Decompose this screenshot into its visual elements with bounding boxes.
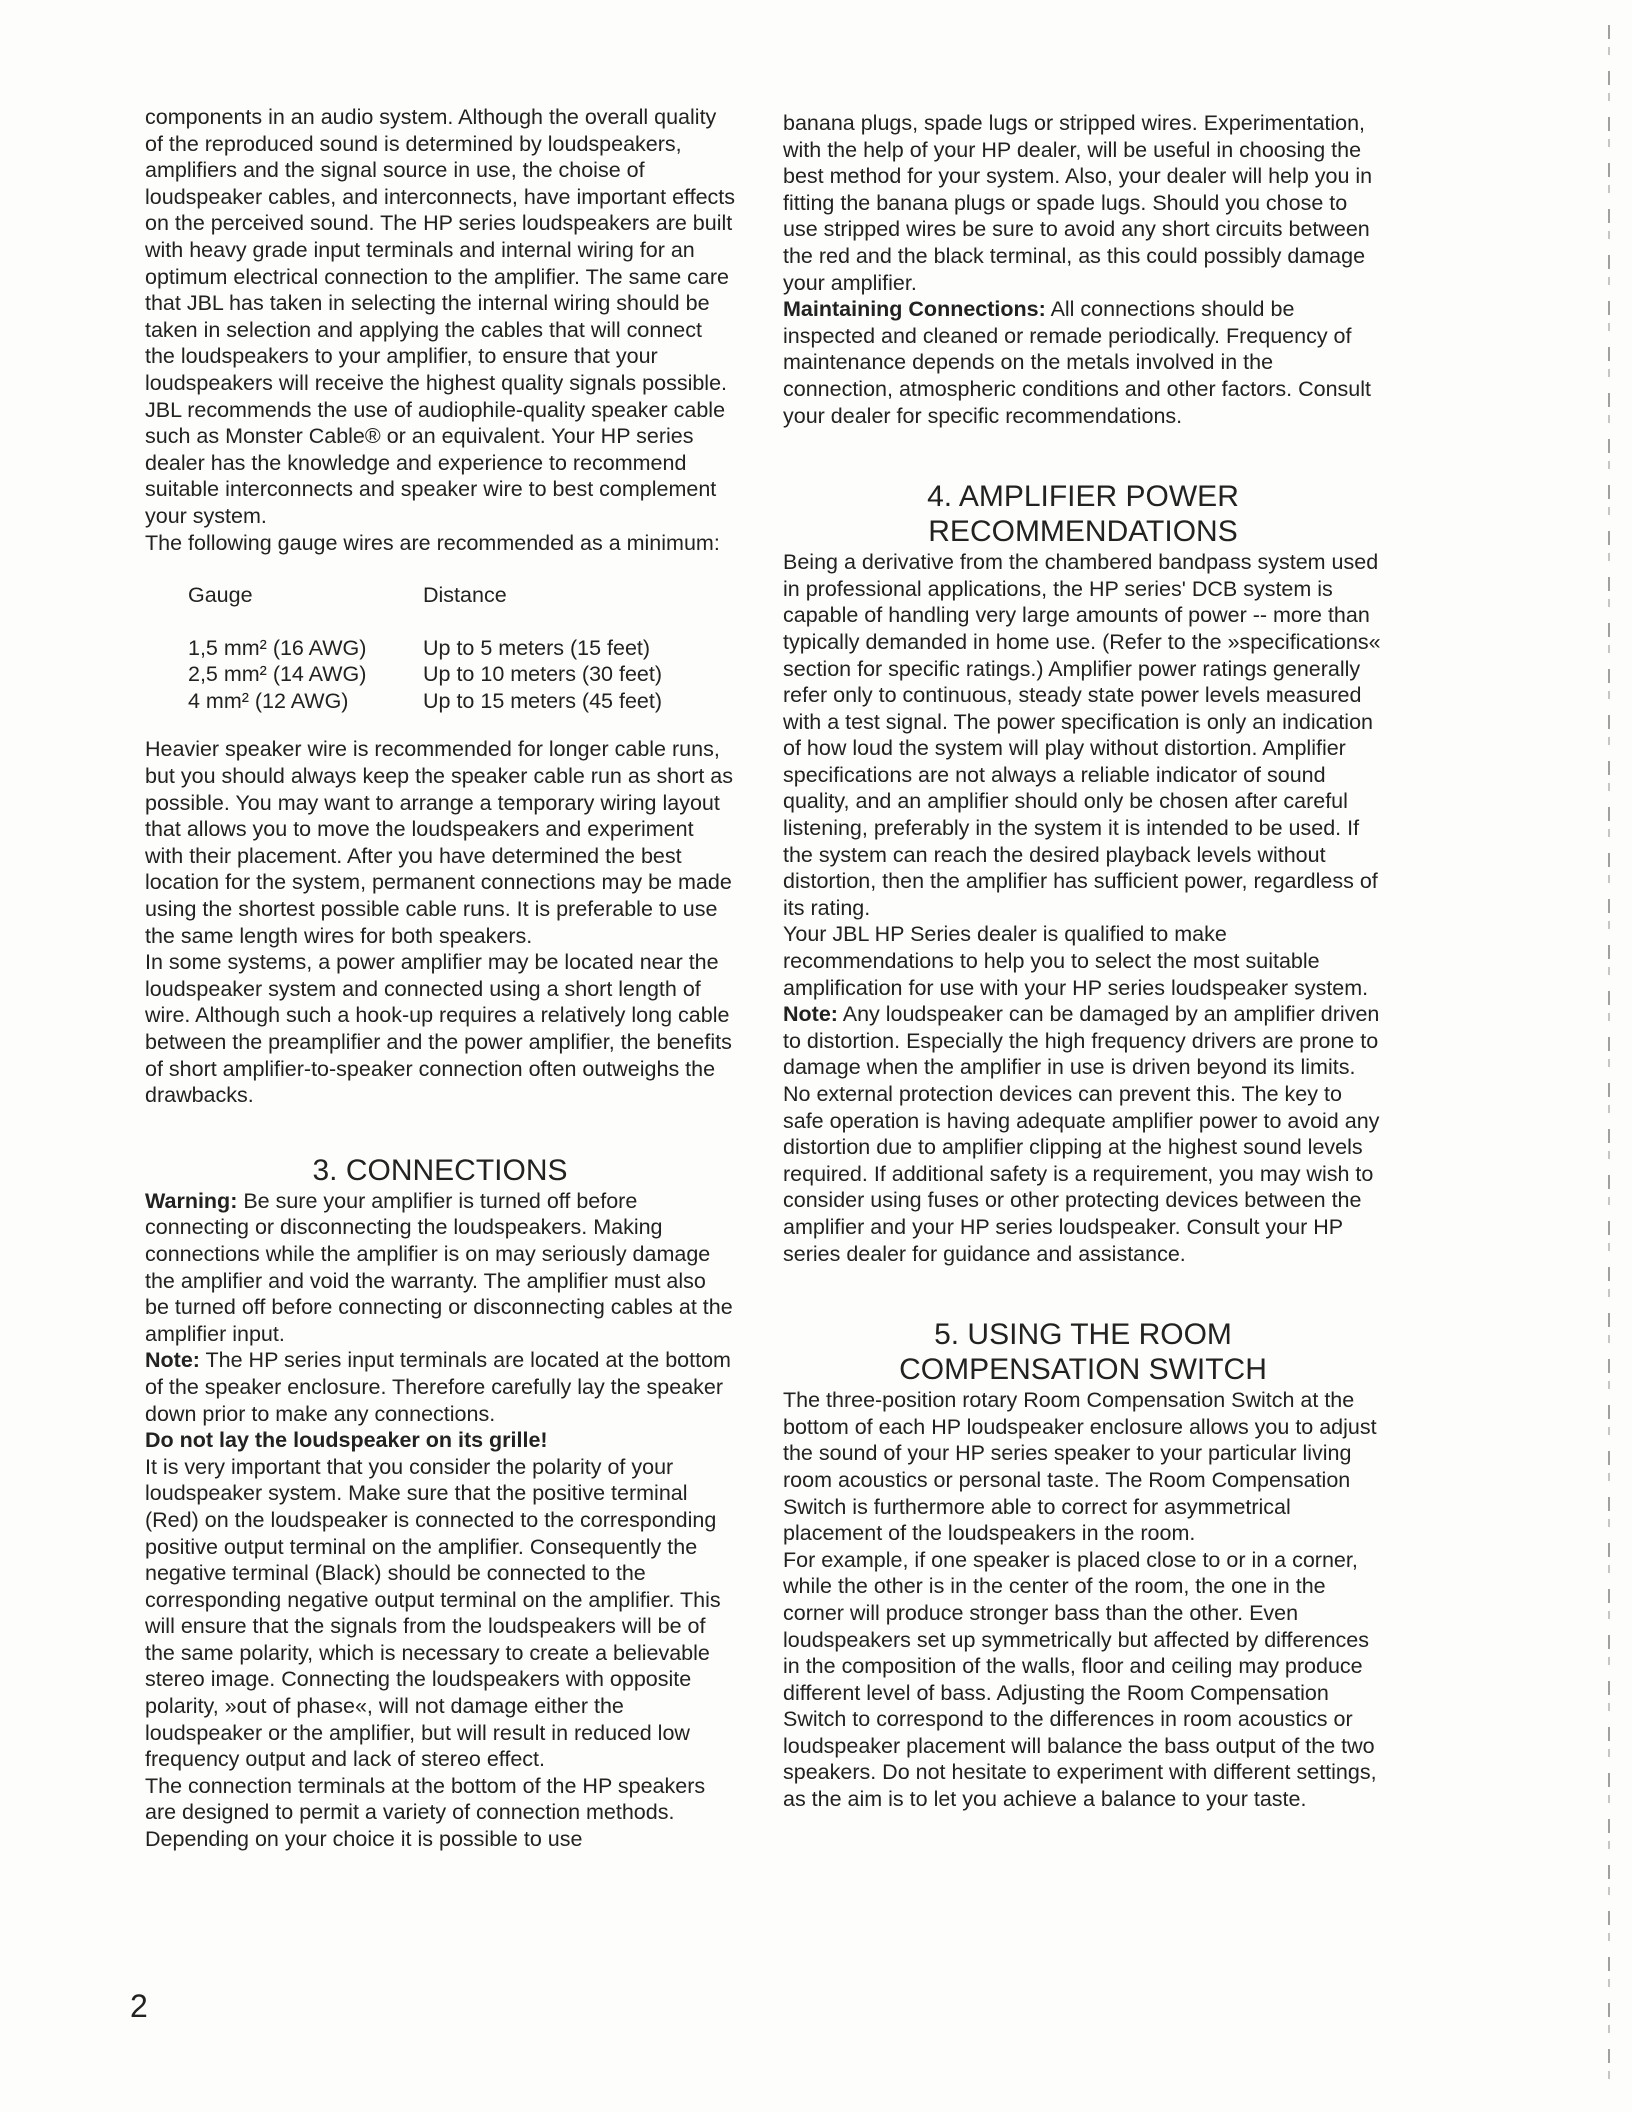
room-heading-line2: COMPENSATION SWITCH	[899, 1353, 1267, 1387]
grille-warning: Do not lay the loudspeaker on its grille!	[145, 1428, 548, 1453]
gauge-table-header	[188, 582, 662, 635]
polarity-paragraph: It is very important that you consider the polarity of your loudspeaker system. Make sure that the positive terminal (Red) on the loudspeaker is connected to the corresponding positive output terminal on the amplifier. Consequently the negative terminal (Black) should be connected to the corresponding negative output terminal on the amplifier. This will ensure that the signals from the loudspeakers will be of the same polarity, which is necessary to create a believable stereo image. Connecting the loudspeakers with opposite polarity, »out of phase«, will not damage either the loudspeaker or the amplifier, but will result in reduced low frequency output and lack of stereo effect.	[145, 1454, 721, 1772]
heavier-wire-paragraph: Heavier speaker wire is recommended for longer cable runs, but you should always keep the speaker cable run as short as possible. You may want to arrange a temporary wiring layout that allows you to move the loudspeakers and experiment with their placement. After you have determined the best location for the system, permanent connections may be made using the shortest possible cable runs. It is preferable to use the same length wires for both speakers.	[145, 737, 734, 948]
room-heading-line1: 5. USING THE ROOM	[934, 1318, 1232, 1352]
note-paragraph	[145, 1347, 735, 1427]
amp-note-paragraph	[783, 1001, 1383, 1267]
maintaining-label: Maintaining Connections:	[783, 297, 1046, 322]
gauge-cell: 4 mm² (12 AWG)	[188, 688, 349, 713]
room-paragraph-1: The three-position rotary Room Compensation Switch at the bottom of each HP loudspeaker enclosure allows you to adjust the sound of your HP series speaker to your particular living room acoustics or personal taste. The Room Compensation Switch is furthermore able to correct for asymmetrical placement of the loudspeakers in the room.	[783, 1388, 1377, 1546]
amplifier-heading-line2: RECOMMENDATIONS	[928, 515, 1238, 549]
warning-label: Warning:	[145, 1188, 238, 1213]
gauge-cell: 1,5 mm² (16 AWG)	[188, 635, 367, 660]
gauge-cell: 2,5 mm² (14 AWG)	[188, 662, 367, 687]
maintaining-text: All connections should be inspected and cleaned or remade periodically. Frequency of maintenance depends on the metals involved in the connection, atmospheric conditions and other factors. Consult your dealer for specific recommendations.	[783, 297, 1371, 428]
scan-edge	[1608, 25, 1610, 2095]
gauge-header: Gauge	[188, 583, 253, 608]
room-heading	[783, 1317, 1383, 1387]
amp-note-label: Note:	[783, 1002, 838, 1027]
power-amp-paragraph: In some systems, a power amplifier may be located near the loudspeaker system and connected using a short length of wire. Although such a hook-up requires a relatively long cable between the preamplifier and the power amplifier, the benefits of short amplifier-to-speaker connection often outweighs the drawbacks.	[145, 950, 732, 1108]
terminals-paragraph: The connection terminals at the bottom of the HP speakers are designed to permit a variety of connection methods. Depending on your choice it is possible to use	[145, 1773, 706, 1852]
gauge-intro: The following gauge wires are recommended as a minimum:	[145, 530, 720, 555]
banana-paragraph: banana plugs, spade lugs or stripped wires. Experimentation, with the help of your HP dealer, will be useful in choosing the best method for your system. Also, your dealer will help you in fitting the banana plugs or spade lugs. Should you chose to use stripped wires be sure to avoid any short circuits between the red and the black terminal, as this could possibly damage your amplifier.	[783, 111, 1373, 295]
note-text: The HP series input terminals are located at the bottom of the speaker enclosure. Therefore carefully lay the speaker down prior to make any connections.	[145, 1348, 731, 1426]
table-row	[188, 688, 662, 715]
note-label: Note:	[145, 1348, 200, 1373]
amp-note-text: Any loudspeaker can be damaged by an amplifier driven to distortion. Especially the high frequency drivers are prone to damage when the amplifier in use is driven beyond its limits. No external protection devices can prevent this. The key to safe operation is having adequate amplifier power to avoid any distortion due to amplifier clipping at the highest sound levels required. If additional safety is a requirement, you may wish to consider using fuses or other protecting devices between the amplifier and your HP series loudspeaker. Consult your HP series dealer for guidance and assistance.	[783, 1002, 1380, 1266]
page-number: 2	[130, 1988, 148, 2024]
warning-paragraph	[145, 1188, 735, 1348]
amplifier-heading	[783, 479, 1383, 549]
table-row	[188, 635, 662, 662]
room-paragraph-2: For example, if one speaker is placed close to or in a corner, while the other is in the center of the room, the one in the corner will produce stronger bass than the other. Even loudspeakers set up symmetrically but affected by differences in the composition of the walls, floor and ceiling may produce different level of bass. Adjusting the Room Compensation Switch to correspond to the differences in room acoustics or loudspeaker placement will balance the bass output of the two speakers. Do not hesitate to experiment with different settings, as the aim is to let you achieve a balance to your taste.	[783, 1547, 1377, 1812]
warning-text: Be sure your amplifier is turned off before connecting or disconnecting the loudspeakers. Making connections while the amplifier is on may seriously damage the amplifier and void the warranty. The amplifier must also be turned off before connecting or disconnecting cables at the amplifier input.	[145, 1188, 733, 1346]
amplifier-paragraph: Being a derivative from the chambered bandpass system used in professional applications, the HP series' DCB system is capable of handling very large amounts of power -- more than typically demanded in home use. (Refer to the »specifications« section for specific ratings.) Amplifier power ratings generally refer only to continuous, steady state power levels measured with a test signal. The power specification is only an indication of how loud the system will play without distortion. Amplifier specifications are not always a reliable indicator of sound quality, and an amplifier should only be chosen after careful listening, preferably in the system it is intended to be used. If the system can reach the desired playback levels without distortion, then the amplifier has sufficient power, regardless of its rating.	[783, 550, 1381, 920]
distance-header: Distance	[423, 583, 507, 608]
table-row	[188, 661, 662, 688]
amplifier-heading-line1: 4. AMPLIFIER POWER	[927, 480, 1239, 514]
maintaining-paragraph	[783, 296, 1383, 429]
dealer-paragraph: Your JBL HP Series dealer is qualified to make recommendations to help you to select the most suitable amplification for use with your HP series loudspeaker system.	[783, 922, 1369, 1000]
right-column	[783, 110, 1383, 1813]
distance-cell: Up to 10 meters (30 feet)	[423, 662, 662, 687]
distance-cell: Up to 15 meters (45 feet)	[423, 688, 662, 713]
gauge-table	[188, 582, 662, 714]
left-column	[145, 104, 735, 1853]
distance-cell: Up to 5 meters (15 feet)	[423, 635, 651, 660]
connections-heading: 3. CONNECTIONS	[312, 1153, 568, 1187]
intro-paragraph: components in an audio system. Although the overall quality of the reproduced sound is determined by loudspeakers, amplifiers and the signal source in use, the choise of loudspeaker cables, and interconnects, have important effects on the perceived sound. The HP series loudspeakers are built with heavy grade input terminals and internal wiring for an optimum electrical connection to the amplifier. The same care that JBL has taken in selecting the internal wiring should be taken in selection and applying the cables that will connect the loudspeakers to your amplifier, to ensure that your loudspeakers will receive the highest quality signals possible. JBL recommends the use of audiophile-quality speaker cable such as Monster Cable® or an equivalent. Your HP series dealer has the knowledge and experience to recommend suitable interconnects and speaker wire to best complement your system.	[145, 105, 736, 528]
